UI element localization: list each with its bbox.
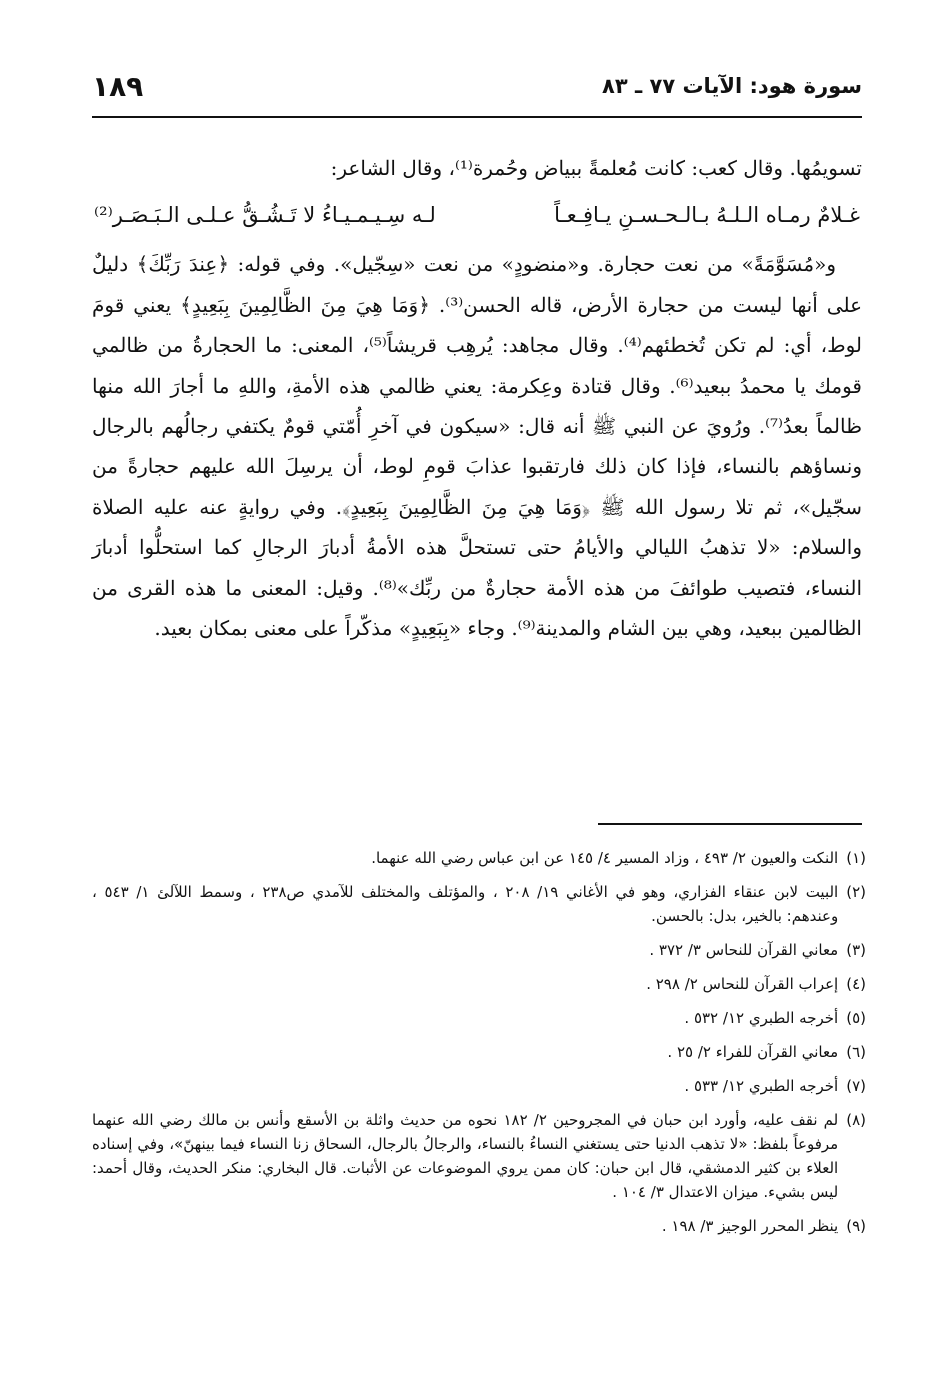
footnote-number: (٣) xyxy=(846,941,866,959)
footnote xyxy=(92,972,866,996)
footnote xyxy=(92,1214,866,1238)
footnote-text: النكت والعيون ٢/ ٤٩٣ ، وزاد المسير ٤/ ١٤٥ عن ابن عباس رضي الله عنهما. xyxy=(371,849,839,867)
footnote-text: أخرجه الطبري ١٢/ ٥٣٢ . xyxy=(684,1009,839,1027)
footnote-number: (١) xyxy=(846,849,866,867)
footnote-number: (٥) xyxy=(846,1009,866,1027)
poetry-verse xyxy=(92,192,862,238)
footnotes xyxy=(92,846,866,1248)
page-header xyxy=(92,70,862,110)
verse-second-hemistich: لـه سِـيـمـيـاءُ لا تَـشُـقُّ عـلـى الـبَـصَـر⁽²⁾ xyxy=(94,203,436,228)
footnote-number: (٢) xyxy=(846,883,866,901)
footnote xyxy=(92,1006,866,1030)
footnote-number: (٨) xyxy=(846,1111,866,1129)
footnote xyxy=(92,1108,866,1204)
footnote xyxy=(92,846,866,870)
footnote xyxy=(92,1040,866,1064)
main-text xyxy=(92,148,862,648)
footnote xyxy=(92,938,866,962)
footnote-text: أخرجه الطبري ١٢/ ٥٣٣ . xyxy=(684,1077,839,1095)
footnote-text: البيت لابن عنقاء الفزاري، وهو في الأغاني ١٩/ ٢٠٨ ، والمؤتلف والمختلف للآمدي ص٢٣٨ ، وسمط اللآلئ ١/ ٥٤٣ ، وعندهم: بالخير، بدل: بالحسن. xyxy=(92,883,839,925)
footnote-text: ينظر المحرر الوجيز ٣/ ١٩٨ . xyxy=(661,1217,839,1235)
footnote-rule xyxy=(598,823,862,825)
footnote-text: إعراب القرآن للنحاس ٢/ ٢٩٨ . xyxy=(646,975,839,993)
opening-line: تسويمُها. وقال كعب: كانت مُعلمةً ببياض وحُمرة⁽¹⁾، وقال الشاعر: xyxy=(330,156,862,180)
page-number: ١٨٩ xyxy=(92,70,144,103)
header-rule xyxy=(92,116,862,118)
footnote-text: معاني القرآن للفراء ٢/ ٢٥ . xyxy=(667,1043,839,1061)
footnote-text: معاني القرآن للنحاس ٣/ ٣٧٢ . xyxy=(649,941,839,959)
footnote-number: (٦) xyxy=(846,1043,866,1061)
footnote-number: (٩) xyxy=(846,1217,866,1235)
footnote-number: (٤) xyxy=(846,975,866,993)
running-title: سورة هود: الآيات ٧٧ ـ ٨٣ xyxy=(602,74,862,98)
footnote xyxy=(92,1074,866,1098)
footnote-number: (٧) xyxy=(846,1077,866,1095)
footnote-text: لم نقف عليه، وأورد ابن حبان في المجروحين ٢/ ١٨٢ نحوه من حديث واثلة بن الأسقع وأنس بن مالك رضي الله عنهما مرفوعاً بلفظ: «لا تذهب الدنيا حتى يستغني النساءُ بالنساء، والرجالُ بالرجال، السحاق زنا النساء فيما بينهنّ»، وفي إسناده العلاء بن كثير الدمشقي، قال ابن حبان: كان ممن يروي الموضوعات عن الأثبات. قال البخاري: منكر الحديث، وقال أحمد: ليس بشيء. ميزان الاعتدال ٣/ ١٠٤ . xyxy=(92,1111,839,1201)
footnote xyxy=(92,880,866,928)
commentary-paragraph: و«مُسَوَّمَةً» من نعت حجارة. و«منضودٍ» من نعت «سِجّيل». وفي قوله: ﴿عِندَ رَبِّكَ﴾ دليلٌ على أنها ليست من حجارة الأرض، قاله الحسن⁽³⁾. ﴿وَمَا هِيَ مِنَ الظَّالِمِينَ بِبَعِيدٍ﴾ يعني قومَ لوط، أي: لم تكن تُخطئهم⁽⁴⁾. وقال مجاهد: يُرهِب قريشاً⁽⁵⁾، المعنى: ما الحجارةُ من ظالمي قومك يا محمدُ ببعيد⁽⁶⁾. وقال قتادة وعِكرمة: يعني ظالمي هذه الأمةِ، واللهِ ما أجارَ الله منها ظالماً بعدُ⁽⁷⁾. ورُويَ عن النبي ﷺ أنه قال: «سيكون في آخرِ أُمّتي قومٌ يكتفي رجالُهم بالرجال ونساؤهم بالنساء، فإذا كان ذلك فارتقبوا عذابَ قومِ لوط، أن يرسِلَ الله عليهم حجارةً من سجّيل»، ثم تلا رسول الله ﷺ ﴿وَمَا هِيَ مِنَ الظَّالِمِينَ بِبَعِيدٍ﴾. وفي روايةٍ عنه عليه الصلاة والسلام: «لا تذهبُ الليالي والأيامُ حتى تستحلَّ هذه الأمةُ أدبارَ الرجالِ كما استحلُّوا أدبارَ النساء، فتصيب طوائفَ من هذه الأمة حجارةٌ من ربِّك»⁽⁸⁾. وقيل: المعنى ما هذه القرى من الظالمين ببعيد، وهي بين الشام والمدينة⁽⁹⁾. وجاء «بِبَعِيدٍ» مذكّراً على معنى بمكان بعيد. xyxy=(92,252,863,641)
verse-first-hemistich: غـلامٌ رمـاه الـلـهُ بـالـحـسـنِ يـافِـعـاً xyxy=(554,203,860,228)
